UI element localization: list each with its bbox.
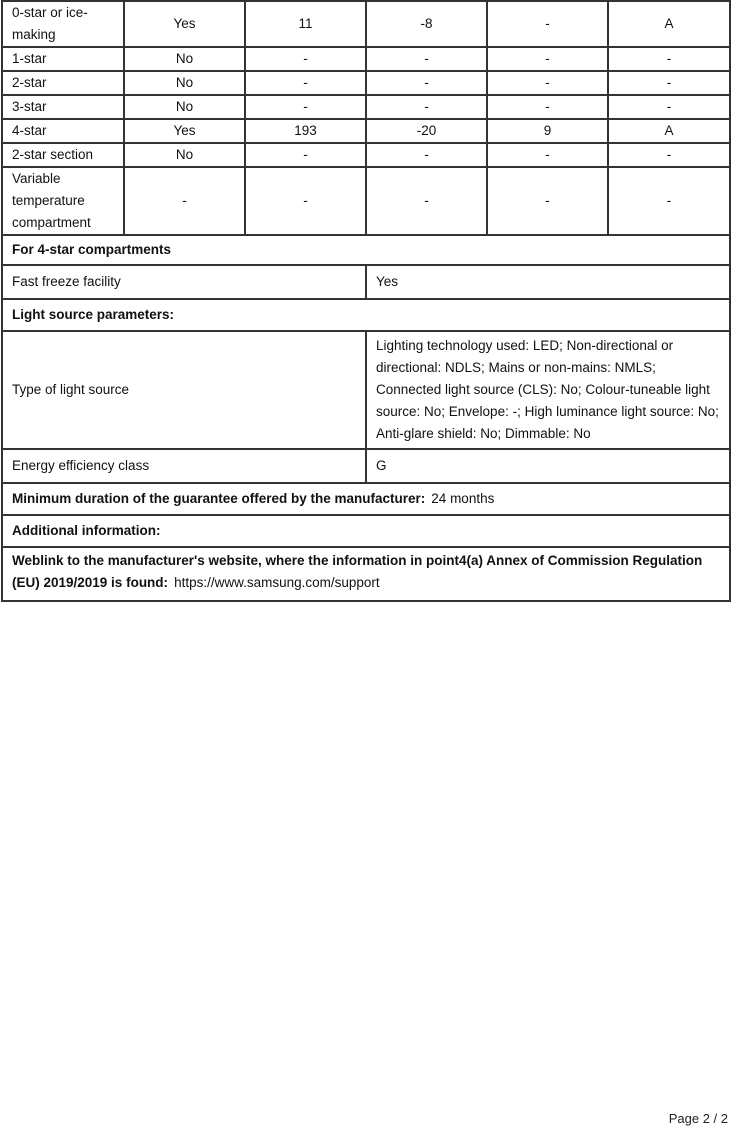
- compartment-temp: -8: [366, 1, 487, 47]
- compartment-volume: 193: [245, 119, 366, 143]
- guarantee-row: [2, 483, 730, 515]
- fast-freeze-label: Fast freeze facility: [2, 265, 366, 299]
- compartment-volume: -: [245, 143, 366, 167]
- compartment-type: 2-star: [2, 71, 124, 95]
- table-row: [2, 95, 730, 119]
- compartment-climate: -: [608, 47, 730, 71]
- energy-class-row: [2, 449, 730, 483]
- document-page: [1, 0, 729, 602]
- table-row: [2, 47, 730, 71]
- compartment-temp: -20: [366, 119, 487, 143]
- compartment-climate: -: [608, 95, 730, 119]
- page-number: Page 2 / 2: [668, 1111, 728, 1126]
- four-star-heading-row: [2, 235, 730, 265]
- compartment-climate: -: [608, 143, 730, 167]
- weblink-url[interactable]: https://www.samsung.com/support: [174, 575, 380, 590]
- guarantee-label: Minimum duration of the guarantee offered by the manufacturer:: [12, 491, 426, 506]
- compartment-temp: -: [366, 143, 487, 167]
- compartment-type: Variable temperature compartment: [2, 167, 124, 235]
- weblink-label: Weblink to the manufacturer's website, where the information in point4(a) Annex of Commission Regulation (EU) 2019/2019 is found:: [12, 553, 703, 590]
- compartment-freeze-capacity: -: [487, 47, 608, 71]
- table-row: [2, 143, 730, 167]
- compartment-volume: -: [245, 71, 366, 95]
- compartment-present: Yes: [124, 119, 245, 143]
- light-type-row: [2, 331, 730, 449]
- compartment-type: 2-star section: [2, 143, 124, 167]
- compartment-present: No: [124, 143, 245, 167]
- compartment-present: No: [124, 71, 245, 95]
- additional-info-label: Additional information:: [2, 515, 730, 547]
- compartment-climate: A: [608, 1, 730, 47]
- compartment-volume: -: [245, 167, 366, 235]
- compartment-present: No: [124, 47, 245, 71]
- compartment-present: No: [124, 95, 245, 119]
- compartment-type: 1-star: [2, 47, 124, 71]
- compartment-freeze-capacity: 9: [487, 119, 608, 143]
- fast-freeze-value: Yes: [366, 265, 730, 299]
- weblink-cell: [2, 547, 730, 601]
- compartment-type: 0-star or ice-making: [2, 1, 124, 47]
- table-row: [2, 1, 730, 47]
- compartment-freeze-capacity: -: [487, 143, 608, 167]
- weblink-row: [2, 547, 730, 601]
- table-row: [2, 71, 730, 95]
- compartment-temp: -: [366, 47, 487, 71]
- light-type-label: Type of light source: [2, 331, 366, 449]
- table-row: [2, 167, 730, 235]
- section-heading: Light source parameters:: [2, 299, 730, 331]
- compartment-volume: -: [245, 95, 366, 119]
- compartment-freeze-capacity: -: [487, 167, 608, 235]
- compartment-freeze-capacity: -: [487, 95, 608, 119]
- compartment-climate: A: [608, 119, 730, 143]
- compartment-table: [1, 0, 731, 236]
- light-source-heading-row: [2, 299, 730, 331]
- compartment-temp: -: [366, 71, 487, 95]
- light-type-value: Lighting technology used: LED; Non-directional or directional: NDLS; Mains or non-mains: NMLS; Connected light source (CLS): No; Colour-tuneable light source: No; Envelope: -; High luminance light source: No; Anti-glare shield: No; Dimmable: No: [366, 331, 730, 449]
- compartment-freeze-capacity: -: [487, 1, 608, 47]
- compartment-type: 4-star: [2, 119, 124, 143]
- compartment-climate: -: [608, 71, 730, 95]
- energy-class-value: G: [366, 449, 730, 483]
- compartment-present: Yes: [124, 1, 245, 47]
- compartment-volume: 11: [245, 1, 366, 47]
- guarantee-cell: [2, 483, 730, 515]
- compartment-climate: -: [608, 167, 730, 235]
- energy-class-label: Energy efficiency class: [2, 449, 366, 483]
- guarantee-value: 24 months: [431, 491, 495, 506]
- fast-freeze-row: [2, 265, 730, 299]
- info-table: [1, 234, 731, 602]
- compartment-temp: -: [366, 167, 487, 235]
- compartment-freeze-capacity: -: [487, 71, 608, 95]
- section-heading: For 4-star compartments: [2, 235, 730, 265]
- compartment-volume: -: [245, 47, 366, 71]
- compartment-present: -: [124, 167, 245, 235]
- additional-info-row: [2, 515, 730, 547]
- table-row: [2, 119, 730, 143]
- compartment-temp: -: [366, 95, 487, 119]
- compartment-type: 3-star: [2, 95, 124, 119]
